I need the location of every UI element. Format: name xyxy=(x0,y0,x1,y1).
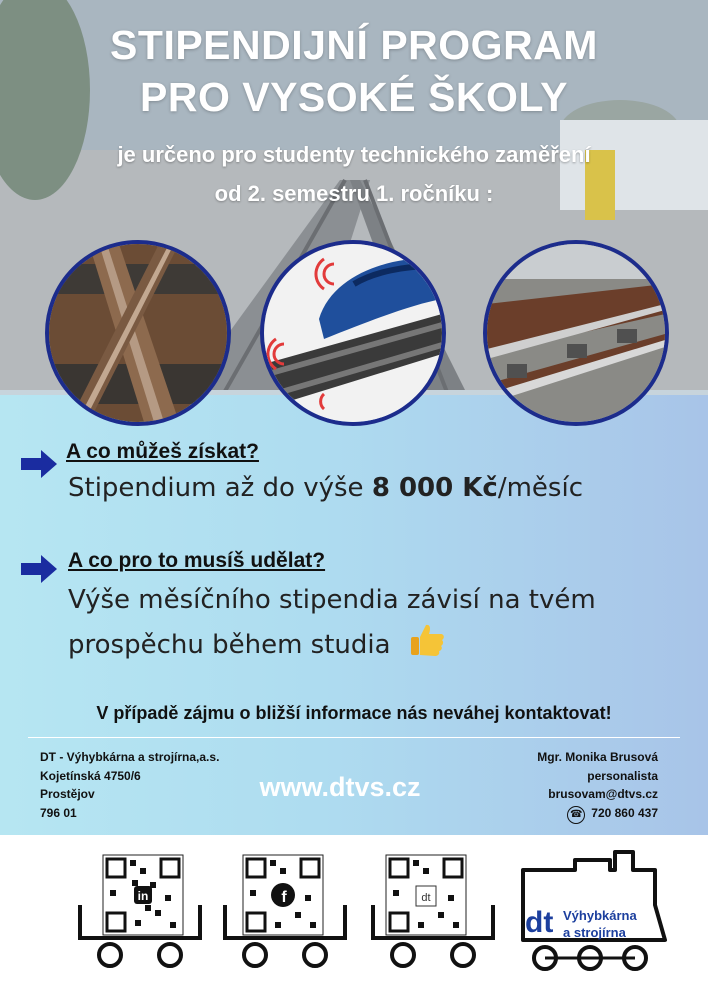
person-email[interactable]: brusovam@dtvs.cz xyxy=(548,787,658,801)
svg-text:dt: dt xyxy=(421,892,431,904)
qr-wagon-dt[interactable] xyxy=(368,850,508,970)
divider xyxy=(28,737,680,738)
contact-person xyxy=(537,748,658,824)
svg-text:f: f xyxy=(281,889,287,906)
photo-rail-track xyxy=(483,240,669,426)
stipend-amount: 8 000 Kč xyxy=(371,473,498,503)
photo-train-sensor xyxy=(260,240,446,426)
question-what-to-do: A co pro to musíš udělat? xyxy=(68,549,326,572)
arrow-right-icon xyxy=(21,555,57,583)
contact-prompt: V případě zájmu o bližší informace nás neváhej kontaktovat! xyxy=(96,703,612,723)
thumbs-up-icon xyxy=(408,622,446,660)
website-link[interactable]: www.dtvs.cz xyxy=(259,772,421,802)
company-city: Prostějov xyxy=(40,787,95,801)
qr-wagon-linkedin[interactable] xyxy=(70,850,210,970)
svg-text:in: in xyxy=(137,889,149,903)
question-what-you-get: A co můžeš získat? xyxy=(66,440,259,463)
logo-line-2: a strojírna xyxy=(563,925,626,940)
logo-initials: dt xyxy=(525,906,554,939)
person-name: Mgr. Monika Brusová xyxy=(537,750,658,764)
person-role: personalista xyxy=(587,768,658,783)
title-line-1: STIPENDIJNÍ PROGRAM xyxy=(110,22,598,68)
subtitle-line-1: je určeno pro studenty technického zaměření xyxy=(117,142,591,167)
photo-rail-switch xyxy=(45,240,231,426)
qr-wagon-facebook[interactable] xyxy=(220,850,360,970)
logo-line-1: Výhybkárna xyxy=(563,908,637,923)
person-phone[interactable]: 720 860 437 xyxy=(591,805,658,820)
answer-line-1: Výše měsíčního stipendia závisí na tvém xyxy=(68,585,596,615)
person-phone-row xyxy=(537,804,658,824)
arrow-right-icon xyxy=(21,450,57,478)
company-name: DT - Výhybkárna a strojírna,a.s. xyxy=(40,750,220,764)
phone-icon: ☎ xyxy=(567,806,585,824)
company-zip: 796 01 xyxy=(40,805,77,820)
title-line-2: PRO VYSOKÉ ŠKOLY xyxy=(140,74,568,120)
company-address xyxy=(40,748,219,822)
company-street: Kojetínská 4750/6 xyxy=(40,768,141,783)
subtitle-line-2: od 2. semestru 1. ročníku : xyxy=(214,181,494,206)
answer-line-2: prospěchu během studia xyxy=(68,630,391,660)
answer-stipend-amount: Stipendium až do výše 8 000 Kč/měsíc xyxy=(68,473,583,503)
